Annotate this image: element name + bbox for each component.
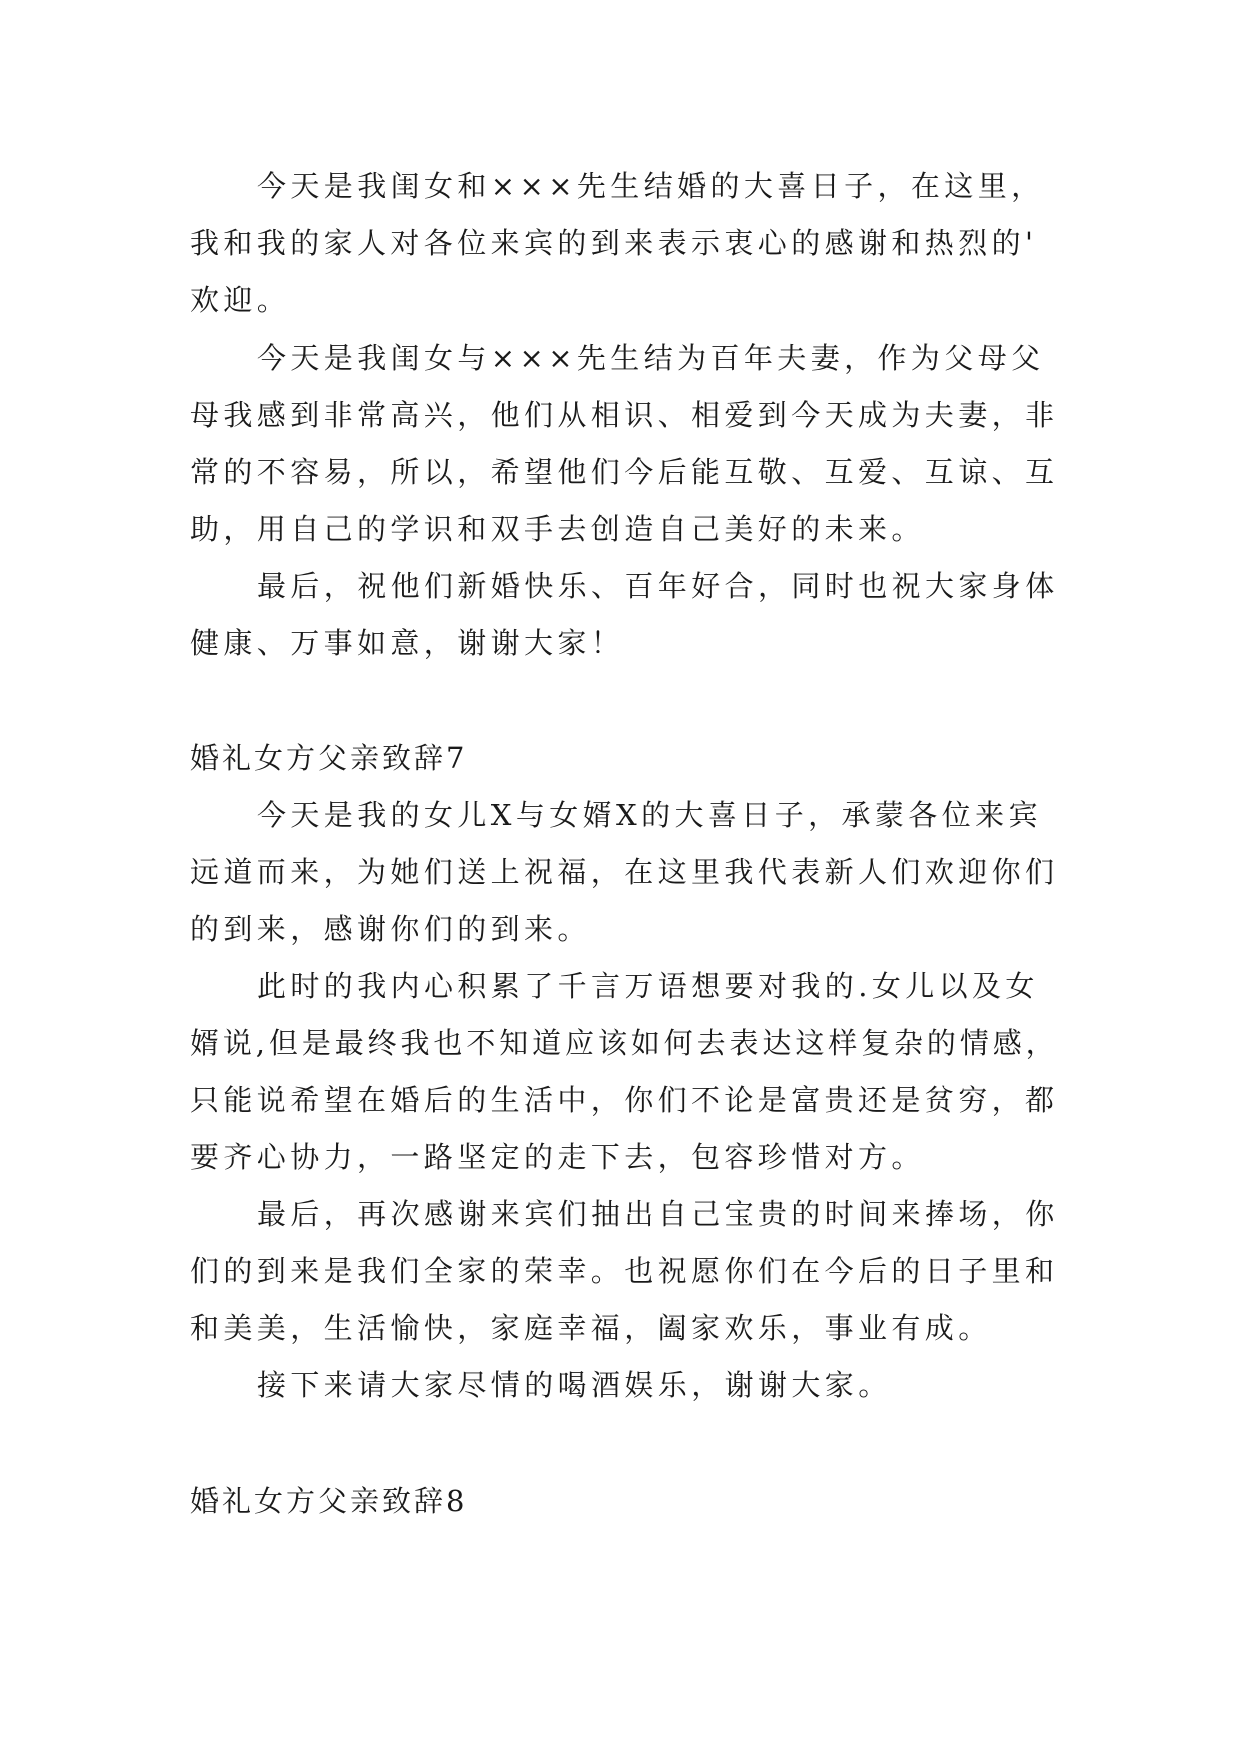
paragraph-line: 最后，再次感谢来宾们抽出自己宝贵的时间来捧场，你 <box>257 1197 1059 1231</box>
paragraph-line: 母我感到非常高兴，他们从相识、相爱到今天成为夫妻，非 <box>190 398 1059 432</box>
paragraph-line: 最后，祝他们新婚快乐、百年好合，同时也祝大家身体 <box>257 569 1059 603</box>
paragraph-line: 今天是我的女儿X与女婿X的大喜日子，承蒙各位来宾 <box>257 798 1042 832</box>
section-heading: 婚礼女方父亲致辞7 <box>190 741 468 775</box>
paragraph-line: 健康、万事如意，谢谢大家！ <box>190 626 625 660</box>
paragraph-line: 远道而来，为她们送上祝福，在这里我代表新人们欢迎你们 <box>190 855 1059 889</box>
paragraph-line: 欢迎。 <box>190 283 291 317</box>
paragraph-line: 要齐心协力，一路坚定的走下去，包容珍惜对方。 <box>190 1140 925 1174</box>
section-heading: 婚礼女方父亲致辞8 <box>190 1484 468 1518</box>
paragraph-line: 此时的我内心积累了千言万语想要对我的.女儿以及女 <box>257 969 1039 1003</box>
paragraph-line: 我和我的家人对各位来宾的到来表示衷心的感谢和热烈的' <box>190 226 1038 260</box>
paragraph-line: 今天是我闺女和×××先生结婚的大喜日子，在这里， <box>257 169 1045 203</box>
paragraph-line: 只能说希望在婚后的生活中，你们不论是富贵还是贫穷，都 <box>190 1083 1059 1117</box>
paragraph-line: 和美美，生活愉快，家庭幸福，阖家欢乐，事业有成。 <box>190 1311 992 1345</box>
paragraph-line: 今天是我闺女与×××先生结为百年夫妻，作为父母父 <box>257 341 1045 375</box>
paragraph-line: 的到来，感谢你们的到来。 <box>190 912 591 946</box>
paragraph-line: 助，用自己的学识和双手去创造自己美好的未来。 <box>190 512 925 546</box>
paragraph-line: 接下来请大家尽情的喝酒娱乐，谢谢大家。 <box>257 1368 892 1402</box>
paragraph-line: 常的不容易，所以，希望他们今后能互敬、互爱、互谅、互 <box>190 455 1059 489</box>
paragraph-line: 们的到来是我们全家的荣幸。也祝愿你们在今后的日子里和 <box>190 1254 1059 1288</box>
paragraph-line: 婿说,但是最终我也不知道应该如何去表达这样复杂的情感， <box>190 1026 1059 1060</box>
